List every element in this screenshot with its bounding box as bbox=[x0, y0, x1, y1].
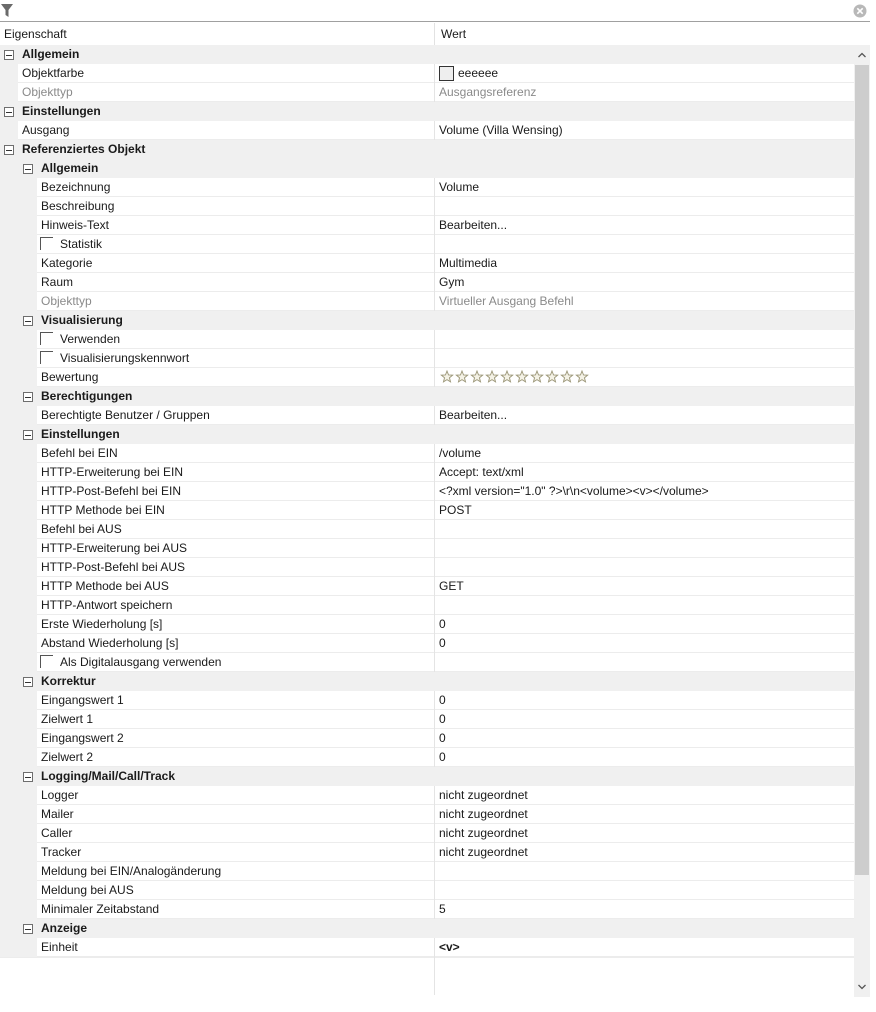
property-label: Eingangswert 1 bbox=[41, 693, 124, 707]
cell-separator bbox=[434, 216, 435, 235]
property-row[interactable] bbox=[0, 349, 854, 368]
property-label: HTTP-Antwort speichern bbox=[41, 598, 173, 612]
property-value[interactable]: nicht zugeordnet bbox=[439, 788, 528, 802]
property-row[interactable] bbox=[0, 83, 854, 102]
cell-separator bbox=[434, 691, 435, 710]
category-row[interactable] bbox=[0, 159, 854, 178]
property-label: Hinweis-Text bbox=[41, 218, 110, 232]
category-row[interactable] bbox=[0, 45, 854, 64]
property-row[interactable] bbox=[0, 634, 854, 653]
column-header-value[interactable]: Wert bbox=[441, 27, 467, 41]
column-separator[interactable] bbox=[434, 23, 435, 45]
checkbox-icon[interactable] bbox=[40, 332, 53, 345]
grid-end-line bbox=[0, 957, 854, 958]
property-label: HTTP-Erweiterung bei AUS bbox=[41, 541, 188, 555]
row-gutter bbox=[0, 349, 37, 368]
cell-separator bbox=[434, 710, 435, 729]
property-label: Befehl bei EIN bbox=[41, 446, 118, 460]
row-gutter bbox=[0, 482, 37, 501]
property-value[interactable]: 0 bbox=[439, 693, 446, 707]
row-gutter bbox=[0, 824, 37, 843]
cell-separator bbox=[434, 254, 435, 273]
property-value[interactable]: GET bbox=[439, 579, 464, 593]
collapse-minus-icon[interactable] bbox=[23, 316, 33, 326]
property-row[interactable] bbox=[0, 596, 854, 615]
collapse-minus-icon[interactable] bbox=[4, 50, 14, 60]
cell-separator bbox=[434, 900, 435, 919]
cell-separator bbox=[434, 444, 435, 463]
property-label: Objekttyp bbox=[22, 85, 73, 99]
row-gutter bbox=[0, 520, 37, 539]
category-label: Logging/Mail/Call/Track bbox=[41, 769, 176, 783]
cell-separator bbox=[434, 83, 435, 102]
cell-separator bbox=[434, 197, 435, 216]
property-row[interactable] bbox=[0, 900, 854, 919]
cell-separator bbox=[434, 805, 435, 824]
row-gutter bbox=[0, 121, 18, 140]
row-gutter bbox=[0, 729, 37, 748]
star-outline-icon[interactable] bbox=[486, 371, 497, 382]
cell-separator bbox=[434, 406, 435, 425]
property-label: Verwenden bbox=[60, 332, 121, 346]
star-outline-icon[interactable] bbox=[576, 371, 587, 382]
cell-separator bbox=[434, 520, 435, 539]
row-gutter bbox=[0, 558, 37, 577]
cell-separator bbox=[434, 501, 435, 520]
cell-separator bbox=[434, 824, 435, 843]
row-gutter bbox=[0, 843, 37, 862]
property-label: Einheit bbox=[41, 940, 78, 954]
property-value[interactable]: Accept: text/xml bbox=[439, 465, 524, 479]
property-label: Abstand Wiederholung [s] bbox=[41, 636, 179, 650]
cell-separator bbox=[434, 881, 435, 900]
property-row[interactable] bbox=[0, 615, 854, 634]
property-label: Objektfarbe bbox=[22, 66, 85, 80]
property-label: Berechtigte Benutzer / Gruppen bbox=[41, 408, 210, 422]
cell-separator bbox=[434, 653, 435, 672]
category-row[interactable] bbox=[0, 102, 854, 121]
property-row[interactable] bbox=[0, 330, 854, 349]
property-label: Als Digitalausgang verwenden bbox=[60, 655, 222, 669]
row-gutter bbox=[0, 748, 37, 767]
row-gutter bbox=[0, 881, 37, 900]
category-label: Referenziertes Objekt bbox=[22, 142, 146, 156]
cell-separator bbox=[434, 292, 435, 311]
property-label: HTTP-Post-Befehl bei EIN bbox=[41, 484, 182, 498]
property-label: Logger bbox=[41, 788, 79, 802]
property-row[interactable] bbox=[0, 748, 854, 767]
star-outline-icon[interactable] bbox=[456, 371, 467, 382]
category-row[interactable] bbox=[0, 387, 854, 406]
property-value[interactable]: 0 bbox=[439, 750, 446, 764]
collapse-minus-icon[interactable] bbox=[23, 677, 33, 687]
category-label: Allgemein bbox=[22, 47, 80, 61]
column-separator-filler bbox=[434, 957, 435, 995]
row-gutter bbox=[0, 216, 37, 235]
property-value[interactable]: Volume bbox=[439, 180, 480, 194]
filter-bar bbox=[0, 0, 876, 22]
property-row[interactable] bbox=[0, 463, 854, 482]
row-gutter bbox=[0, 615, 37, 634]
row-gutter bbox=[0, 653, 37, 672]
property-row[interactable] bbox=[0, 805, 854, 824]
category-row[interactable] bbox=[0, 311, 854, 330]
property-label: Statistik bbox=[60, 237, 103, 251]
collapse-minus-icon[interactable] bbox=[23, 392, 33, 402]
column-header bbox=[0, 23, 870, 46]
property-value[interactable]: eeeeee bbox=[458, 66, 499, 80]
category-label: Anzeige bbox=[41, 921, 88, 935]
vertical-scrollbar[interactable] bbox=[854, 45, 870, 997]
row-gutter bbox=[0, 539, 37, 558]
property-value[interactable]: /volume bbox=[439, 446, 482, 460]
row-gutter bbox=[0, 596, 37, 615]
star-outline-icon[interactable] bbox=[531, 371, 542, 382]
property-value[interactable]: nicht zugeordnet bbox=[439, 845, 528, 859]
row-gutter bbox=[0, 862, 37, 881]
property-label: Visualisierungskennwort bbox=[60, 351, 190, 365]
property-value[interactable]: 0 bbox=[439, 636, 446, 650]
property-value[interactable]: Gym bbox=[439, 275, 465, 289]
property-label: HTTP Methode bei AUS bbox=[41, 579, 169, 593]
category-row[interactable] bbox=[0, 919, 854, 938]
property-row[interactable] bbox=[0, 121, 854, 140]
cell-separator bbox=[434, 748, 435, 767]
collapse-minus-icon[interactable] bbox=[23, 164, 33, 174]
property-label: Caller bbox=[41, 826, 73, 840]
clear-circle-x-icon[interactable] bbox=[853, 4, 867, 18]
property-label: Eingangswert 2 bbox=[41, 731, 124, 745]
star-outline-icon[interactable] bbox=[441, 371, 452, 382]
property-value[interactable]: Multimedia bbox=[439, 256, 498, 270]
checkbox-icon[interactable] bbox=[40, 655, 53, 668]
property-row[interactable] bbox=[0, 406, 854, 425]
category-row[interactable] bbox=[0, 672, 854, 691]
row-gutter bbox=[0, 463, 37, 482]
property-row[interactable] bbox=[0, 558, 854, 577]
row-gutter bbox=[0, 254, 37, 273]
property-value: Virtueller Ausgang Befehl bbox=[439, 294, 574, 308]
property-row[interactable] bbox=[0, 368, 854, 387]
row-gutter bbox=[0, 330, 37, 349]
cell-separator bbox=[434, 729, 435, 748]
scrollbar-thumb[interactable] bbox=[855, 65, 869, 875]
row-gutter bbox=[0, 178, 37, 197]
property-value: Ausgangsreferenz bbox=[439, 85, 537, 99]
row-gutter bbox=[0, 786, 37, 805]
cell-separator bbox=[434, 786, 435, 805]
cell-separator bbox=[434, 596, 435, 615]
property-label: HTTP-Erweiterung bei EIN bbox=[41, 465, 184, 479]
row-gutter bbox=[0, 577, 37, 596]
row-gutter bbox=[0, 406, 37, 425]
property-row[interactable] bbox=[0, 862, 854, 881]
category-label: Visualisierung bbox=[41, 313, 123, 327]
cell-separator bbox=[434, 64, 435, 83]
property-label: Raum bbox=[41, 275, 74, 289]
category-label: Korrektur bbox=[41, 674, 96, 688]
category-label: Einstellungen bbox=[41, 427, 120, 441]
color-swatch[interactable] bbox=[439, 66, 454, 81]
property-value[interactable]: 0 bbox=[439, 617, 446, 631]
cell-separator bbox=[434, 235, 435, 254]
property-row[interactable] bbox=[0, 197, 854, 216]
property-label: Mailer bbox=[41, 807, 74, 821]
property-label: Ausgang bbox=[22, 123, 70, 137]
property-label: Bezeichnung bbox=[41, 180, 111, 194]
property-row[interactable] bbox=[0, 729, 854, 748]
cell-separator bbox=[434, 368, 435, 387]
star-outline-icon[interactable] bbox=[546, 371, 557, 382]
cell-separator bbox=[434, 121, 435, 140]
cell-separator bbox=[434, 615, 435, 634]
property-row[interactable] bbox=[0, 786, 854, 805]
property-label: Tracker bbox=[41, 845, 82, 859]
property-label: HTTP Methode bei EIN bbox=[41, 503, 165, 517]
property-label: Befehl bei AUS bbox=[41, 522, 122, 536]
cell-separator bbox=[434, 349, 435, 368]
cell-separator bbox=[434, 482, 435, 501]
property-row[interactable] bbox=[0, 178, 854, 197]
property-row[interactable] bbox=[0, 938, 854, 957]
property-row[interactable] bbox=[0, 710, 854, 729]
property-row[interactable] bbox=[0, 501, 854, 520]
property-row[interactable] bbox=[0, 482, 854, 501]
row-gutter bbox=[0, 634, 37, 653]
category-row[interactable] bbox=[0, 425, 854, 444]
cell-separator bbox=[434, 843, 435, 862]
property-label: HTTP-Post-Befehl bei AUS bbox=[41, 560, 186, 574]
collapse-minus-icon[interactable] bbox=[23, 772, 33, 782]
property-row[interactable] bbox=[0, 216, 854, 235]
property-value[interactable]: 0 bbox=[439, 712, 446, 726]
property-row[interactable] bbox=[0, 691, 854, 710]
cell-separator bbox=[434, 330, 435, 349]
row-gutter bbox=[0, 273, 37, 292]
star-outline-icon[interactable] bbox=[471, 371, 482, 382]
category-row[interactable] bbox=[0, 140, 854, 159]
property-value[interactable]: nicht zugeordnet bbox=[439, 826, 528, 840]
property-row[interactable] bbox=[0, 881, 854, 900]
property-value[interactable]: Bearbeiten... bbox=[439, 408, 508, 422]
property-row[interactable] bbox=[0, 539, 854, 558]
row-gutter bbox=[0, 83, 18, 102]
row-gutter bbox=[0, 197, 37, 216]
property-value[interactable]: <?xml version="1.0" ?>\r\n<volume><v></volume> bbox=[439, 484, 709, 498]
rating-stars[interactable] bbox=[440, 369, 590, 385]
row-gutter bbox=[0, 938, 37, 957]
property-label: Erste Wiederholung [s] bbox=[41, 617, 163, 631]
property-label: Meldung bei AUS bbox=[41, 883, 134, 897]
row-gutter bbox=[0, 710, 37, 729]
property-label: Beschreibung bbox=[41, 199, 115, 213]
property-label: Kategorie bbox=[41, 256, 93, 270]
property-value[interactable]: nicht zugeordnet bbox=[439, 807, 528, 821]
row-gutter bbox=[0, 64, 18, 83]
property-row[interactable] bbox=[0, 292, 854, 311]
property-grid bbox=[0, 45, 854, 957]
collapse-minus-icon[interactable] bbox=[23, 924, 33, 934]
row-gutter bbox=[0, 235, 37, 254]
property-label: Objekttyp bbox=[41, 294, 92, 308]
category-label: Allgemein bbox=[41, 161, 99, 175]
property-label: Meldung bei EIN/Analogänderung bbox=[41, 864, 222, 878]
property-row[interactable] bbox=[0, 254, 854, 273]
property-row[interactable] bbox=[0, 577, 854, 596]
cell-separator bbox=[434, 938, 435, 957]
property-row[interactable] bbox=[0, 273, 854, 292]
cell-separator bbox=[434, 862, 435, 881]
property-row[interactable] bbox=[0, 520, 854, 539]
property-row[interactable] bbox=[0, 235, 854, 254]
star-outline-icon[interactable] bbox=[516, 371, 527, 382]
collapse-minus-icon[interactable] bbox=[23, 430, 33, 440]
filter-input[interactable] bbox=[16, 2, 856, 21]
chevron-down-icon[interactable] bbox=[854, 979, 870, 995]
property-label: Zielwert 1 bbox=[41, 712, 94, 726]
star-outline-icon[interactable] bbox=[561, 371, 572, 382]
property-row[interactable] bbox=[0, 653, 854, 672]
cell-separator bbox=[434, 463, 435, 482]
property-value[interactable]: Bearbeiten... bbox=[439, 218, 508, 232]
property-label: Zielwert 2 bbox=[41, 750, 94, 764]
property-value[interactable]: Volume (Villa Wensing) bbox=[439, 123, 563, 137]
cell-separator bbox=[434, 634, 435, 653]
property-value[interactable]: 0 bbox=[439, 731, 446, 745]
property-value[interactable]: 5 bbox=[439, 902, 446, 916]
collapse-minus-icon[interactable] bbox=[4, 145, 14, 155]
row-gutter bbox=[0, 292, 37, 311]
row-gutter bbox=[0, 368, 37, 387]
property-row[interactable] bbox=[0, 444, 854, 463]
category-row[interactable] bbox=[0, 767, 854, 786]
checkbox-icon[interactable] bbox=[40, 351, 53, 364]
star-outline-icon[interactable] bbox=[501, 371, 512, 382]
cell-separator bbox=[434, 558, 435, 577]
property-row[interactable] bbox=[0, 64, 854, 83]
property-label: Minimaler Zeitabstand bbox=[41, 902, 160, 916]
property-value[interactable]: <v> bbox=[439, 940, 460, 954]
property-row[interactable] bbox=[0, 824, 854, 843]
filter-divider bbox=[0, 21, 870, 22]
cell-separator bbox=[434, 178, 435, 197]
property-label: Bewertung bbox=[41, 370, 99, 384]
row-gutter bbox=[0, 444, 37, 463]
cell-separator bbox=[434, 539, 435, 558]
row-gutter bbox=[0, 501, 37, 520]
cell-separator bbox=[434, 273, 435, 292]
checkbox-icon[interactable] bbox=[40, 237, 53, 250]
category-label: Berechtigungen bbox=[41, 389, 133, 403]
row-gutter bbox=[0, 805, 37, 824]
column-header-property[interactable]: Eigenschaft bbox=[4, 27, 67, 41]
chevron-up-icon[interactable] bbox=[854, 47, 870, 63]
row-gutter bbox=[0, 691, 37, 710]
property-row[interactable] bbox=[0, 843, 854, 862]
collapse-minus-icon[interactable] bbox=[4, 107, 14, 117]
funnel-icon[interactable] bbox=[1, 4, 13, 18]
row-gutter bbox=[0, 900, 37, 919]
property-value[interactable]: POST bbox=[439, 503, 472, 517]
category-label: Einstellungen bbox=[22, 104, 101, 118]
cell-separator bbox=[434, 577, 435, 596]
